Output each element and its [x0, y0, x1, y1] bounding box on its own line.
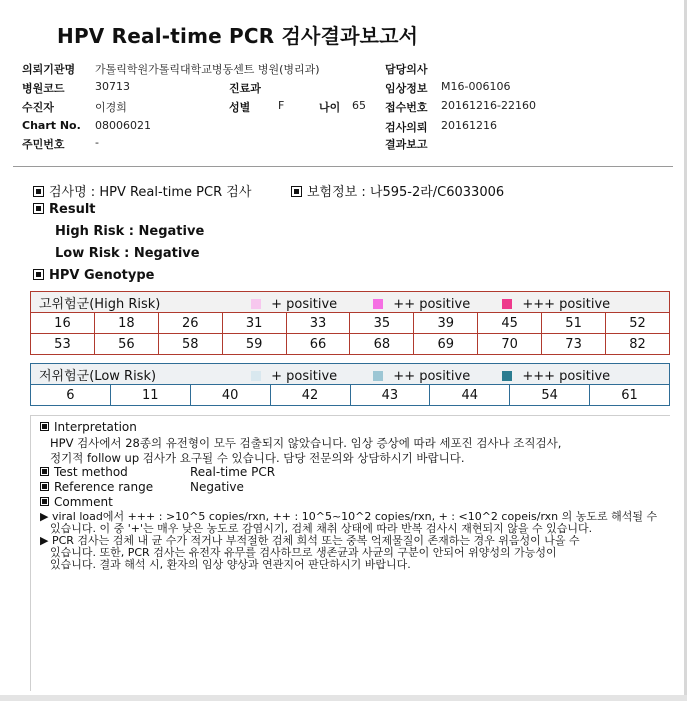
bullet-square-icon	[33, 203, 44, 214]
genotype-cell: 73	[542, 334, 606, 355]
legend-label: + positive	[271, 368, 338, 384]
genotype-cell: 54	[510, 385, 590, 406]
genotype-cell: 44	[430, 385, 510, 406]
reference-range-value: Negative	[190, 480, 244, 494]
genotype-cell: 53	[31, 334, 95, 355]
age-label: 나이	[319, 101, 341, 114]
interpretation-line-2: 정기적 follow up 검사가 요구될 수 있습니다. 담당 전문의와 상담하시기 바랍니다.	[50, 451, 465, 465]
legend-swatch-teal	[502, 371, 512, 381]
genotype-cell: 61	[590, 385, 670, 406]
legend-swatch-light-pink	[251, 299, 261, 309]
genotype-cell: 6	[31, 385, 111, 406]
genotype-cell: 33	[286, 313, 350, 334]
clinical-info-value: M16-006106	[441, 80, 511, 93]
legend-swatch-light-blue	[373, 371, 383, 381]
legend-label: ++ positive	[393, 296, 471, 312]
legend-item-plus-plus	[373, 369, 470, 384]
legend-label: +++ positive	[522, 368, 611, 384]
high-risk-title: 고위험군(High Risk)	[39, 296, 161, 312]
genotype-cell: 59	[222, 334, 286, 355]
legend-item-plus-plus-plus	[502, 297, 610, 312]
test-method-label: Test method	[54, 465, 128, 479]
legend-item-plus-plus	[373, 297, 470, 312]
chart-no-label: Chart No.	[22, 119, 81, 132]
patient-value: 이경희	[95, 101, 127, 114]
request-value: 20161216	[441, 119, 497, 132]
comment-2-line-2: 있습니다. 또한, PCR 검사는 유전자 유무를 검사하므로 생존균과 사균의 구분이 안되어 위양성의 가능성이	[50, 546, 557, 559]
test-name-row	[33, 181, 251, 200]
comment-heading-row	[40, 495, 113, 509]
request-label: 검사의뢰	[385, 121, 428, 134]
report-title: HPV Real-time PCR 검사결과보고서	[57, 24, 419, 48]
sex-value: F	[278, 99, 285, 112]
insurance-value: 나595-2라/C6033006	[369, 185, 505, 200]
receipt-label: 접수번호	[385, 101, 428, 114]
genotype-cell: 42	[270, 385, 350, 406]
genotype-cell: 51	[542, 313, 606, 334]
high-risk-legend-row	[31, 292, 670, 313]
low-risk-result: Low Risk : Negative	[55, 246, 200, 261]
genotype-cell: 66	[286, 334, 350, 355]
genotype-cell: 40	[190, 385, 270, 406]
interpretation-heading: Interpretation	[54, 420, 137, 434]
hospital-code-label: 병원코드	[22, 82, 65, 95]
receipt-value: 20161216-22160	[441, 99, 536, 112]
genotype-cell: 16	[31, 313, 95, 334]
genotype-heading-row	[33, 268, 154, 283]
comment-heading: Comment	[54, 495, 113, 509]
insurance-label: 보험정보 :	[307, 185, 370, 200]
comment-1-line-1: ▶ viral load에서 +++ : >10^5 copies/rxn, ++ : 10^5~10^2 copies/rxn, + : <10^2 copeis/rxn 의 농도로 해석될 수	[40, 510, 658, 523]
bullet-square-icon	[40, 467, 49, 476]
genotype-heading: HPV Genotype	[49, 268, 155, 283]
result-heading: Result	[49, 202, 96, 217]
high-risk-row-1	[31, 313, 670, 334]
genotype-cell: 70	[478, 334, 542, 355]
genotype-cell: 18	[94, 313, 158, 334]
resident-no-label: 주민번호	[22, 138, 65, 151]
clinical-info-label: 임상정보	[385, 82, 428, 95]
low-risk-title: 저위험군(Low Risk)	[39, 368, 157, 384]
legend-label: +++ positive	[522, 296, 611, 312]
chart-no-value: 08006021	[95, 119, 151, 132]
genotype-cell: 35	[350, 313, 414, 334]
insurance-row	[291, 181, 504, 200]
page-frame-bottom	[0, 695, 687, 701]
institution-value: 가톨릭학원가톨릭대학교병동센트 병원(병리과)	[95, 63, 320, 76]
sex-label: 성별	[229, 101, 251, 114]
genotype-cell: 11	[110, 385, 190, 406]
dept-label: 진료과	[229, 82, 261, 95]
age-value: 65	[352, 99, 366, 112]
result-report-label: 결과보고	[385, 138, 428, 151]
genotype-cell: 82	[606, 334, 670, 355]
test-method-value: Real-time PCR	[190, 465, 276, 479]
legend-swatch-pink	[373, 299, 383, 309]
legend-item-plus	[251, 297, 337, 312]
patient-label: 수진자	[22, 101, 54, 114]
comment-2-line-1: ▶ PCR 검사는 검체 내 균 수가 적거나 부적절한 검체 희석 또는 중복 억제물질이 존재하는 경우 위음성이 나올 수	[40, 534, 580, 547]
genotype-cell: 43	[350, 385, 430, 406]
interpretation-line-1: HPV 검사에서 28종의 유전형이 모두 검출되지 않았습니다. 임상 증상에 따라 세포진 검사나 조직검사,	[50, 436, 562, 450]
result-heading-row	[33, 202, 96, 217]
high-risk-result: High Risk : Negative	[55, 224, 205, 239]
genotype-cell: 68	[350, 334, 414, 355]
legend-item-plus-plus-plus	[502, 369, 610, 384]
low-risk-legend-row	[31, 364, 670, 385]
reference-range-row	[40, 480, 153, 494]
bullet-square-icon	[40, 422, 49, 431]
legend-item-plus	[251, 369, 337, 384]
high-risk-row-2	[31, 334, 670, 355]
genotype-cell: 56	[94, 334, 158, 355]
legend-label: + positive	[271, 296, 338, 312]
bullet-square-icon	[33, 269, 44, 280]
genotype-cell: 26	[158, 313, 222, 334]
comment-2-line-3: 있습니다. 결과 해석 시, 환자의 임상 양상과 연관지어 판단하시기 바랍니다.	[50, 558, 411, 571]
legend-label: ++ positive	[393, 368, 471, 384]
reference-range-label: Reference range	[54, 480, 154, 494]
genotype-cell: 52	[606, 313, 670, 334]
low-risk-table	[30, 363, 670, 406]
header-divider	[13, 166, 673, 167]
bullet-square-icon	[33, 186, 44, 197]
genotype-cell: 45	[478, 313, 542, 334]
institution-label: 의뢰기관명	[22, 63, 76, 76]
test-name-label: 검사명 :	[49, 185, 100, 200]
genotype-cell: 31	[222, 313, 286, 334]
bullet-square-icon	[291, 186, 302, 197]
doctor-label: 담당의사	[385, 63, 428, 76]
test-name-value: HPV Real-time PCR 검사	[99, 185, 252, 200]
interpretation-heading-row	[40, 420, 137, 434]
bullet-square-icon	[40, 482, 49, 491]
high-risk-table	[30, 291, 670, 355]
genotype-cell: 58	[158, 334, 222, 355]
legend-swatch-pale-blue	[251, 371, 261, 381]
bullet-square-icon	[40, 497, 49, 506]
resident-no-value: -	[95, 136, 99, 149]
legend-swatch-magenta	[502, 299, 512, 309]
comment-1-line-2: 있습니다. 이 중 '+'는 매우 낮은 농도로 감염시기, 검체 채취 상태에 따라 반복 검사시 재현되지 않을 수 있습니다.	[50, 522, 593, 535]
genotype-cell: 39	[414, 313, 478, 334]
low-risk-row	[31, 385, 670, 406]
genotype-cell: 69	[414, 334, 478, 355]
test-method-row	[40, 465, 128, 479]
hospital-code-value: 30713	[95, 80, 130, 93]
